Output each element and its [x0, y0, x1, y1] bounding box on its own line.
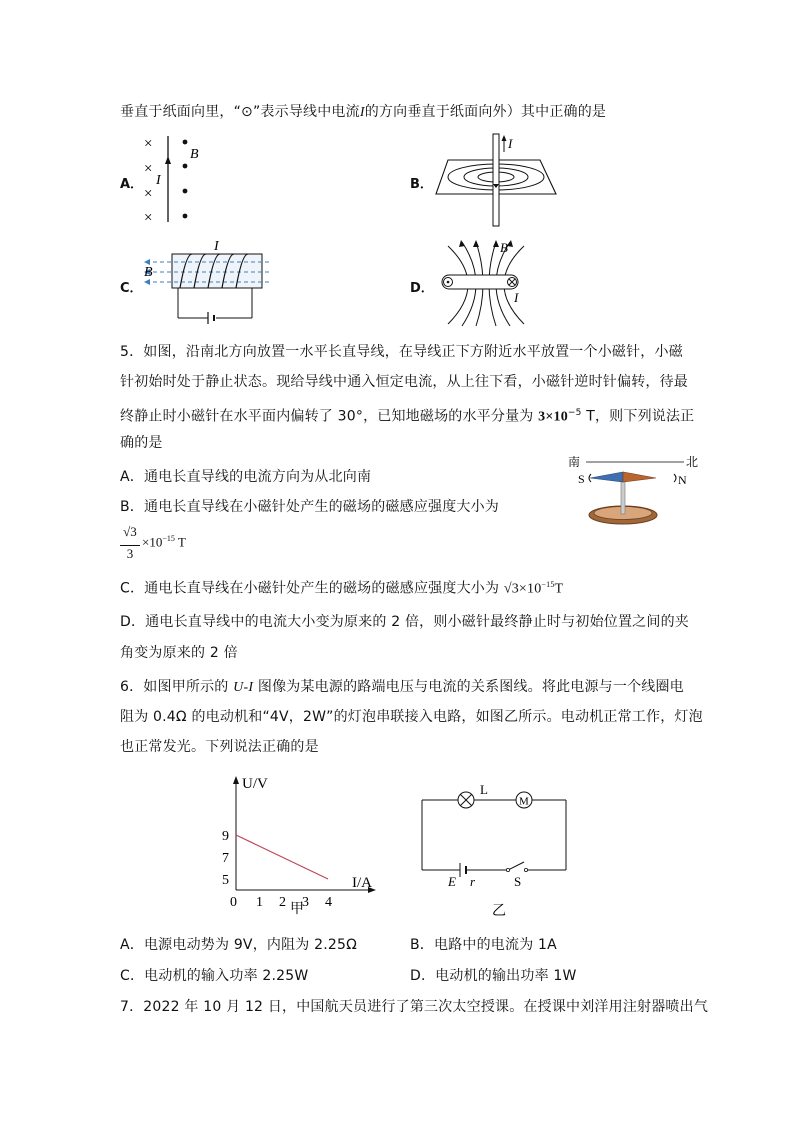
chart-caption: 甲 [290, 901, 304, 917]
q6-option-d: D．电动机的输出功率 1W [410, 968, 577, 984]
circuit-caption: 乙 [492, 903, 506, 919]
q4-figure-a [136, 132, 216, 228]
y-tick-label: 5 [222, 873, 229, 888]
q4-option-d-label: D． [410, 281, 434, 296]
cross-mark: × [144, 136, 153, 152]
q5-compass-figure [560, 452, 710, 532]
north-label: 北 [686, 455, 699, 469]
y-axis-arrow [233, 776, 239, 784]
q6-line3: 也正常发光。下列说法正确的是 [120, 739, 319, 755]
resistance-label: r [470, 874, 476, 889]
q5-line4: 确的是 [120, 435, 163, 451]
needle-north-half [623, 472, 656, 482]
cross-mark: × [144, 161, 153, 177]
current-label: I [514, 290, 519, 305]
x-tick-label: 1 [256, 895, 263, 910]
x-tick-label: 4 [325, 895, 332, 910]
q6-option-b: B．电路中的电流为 1A [410, 937, 557, 953]
q4-figure-d [432, 236, 542, 328]
q6-option-c: C．电动机的输入功率 2.25W [120, 968, 309, 984]
field-label: B [144, 265, 153, 280]
q4-option-c-label: C． [120, 281, 143, 296]
q4-option-b-label: B． [410, 177, 433, 192]
ui-chart [210, 770, 390, 920]
x-tick-label: 2 [279, 895, 286, 910]
q5-option-c: C．通电长直导线在小磁针处产生的磁场的磁感应强度大小为 $√3\times 10^{-15}T$ [120, 580, 564, 597]
q5-option-d-line1: D．通电长直导线中的电流大小变为原来的 2 倍，则小磁针最终静止时与初始位置之间的夹 [120, 614, 689, 630]
y-tick-label: 7 [222, 851, 229, 866]
cross-mark: × [144, 210, 153, 226]
q6-option-a: A．电源电动势为 9V，内阻为 2.25Ω [120, 937, 358, 953]
q6-line2: 阻为 0.4Ω 的电动机和“4V，2W”的灯泡串联接入电路，如图乙所示。电动机正常工作，灯泡 [120, 709, 703, 725]
q4-figure-c [140, 236, 272, 328]
needle-south-half [590, 472, 623, 482]
dot-mark [183, 164, 188, 169]
motor-label: M [519, 795, 529, 808]
q5-option-d-line2: 角变为原来的 2 倍 [120, 645, 238, 661]
q7-line1: 7．2022 年 10 月 12 日，中国航天员进行了第三次太空授课。在授课中刘洋用注射器喷出气 [120, 999, 709, 1015]
dot-mark [183, 214, 188, 219]
q4-intro: 垂直于纸面向里，“⊙”表示导线中电流I的方向垂直于纸面向外）其中正确的是 [120, 104, 607, 120]
q5-line2: 针初始时处于静止状态。现给导线中通入恒定电流，从上往下看，小磁针逆时针偏转，待最 [120, 374, 688, 390]
south-label: 南 [568, 455, 581, 469]
field-label: B [500, 240, 508, 255]
current-label: I [156, 173, 161, 188]
q5-option-a: A．通电长直导线的电流方向为从北向南 [120, 469, 372, 485]
y-axis-label: U/V [242, 776, 268, 792]
x-tick-label: 0 [230, 895, 237, 910]
needle-n-label: N [678, 473, 687, 487]
q5-line1: 5．如图，沿南北方向放置一水平长直导线，在导线正下方附近水平放置一个小磁针，小磁 [120, 344, 683, 360]
q4-figure-b [432, 132, 562, 228]
q5-line3: 终静止时小磁针在水平面内偏转了 30°，已知地磁场的水平分量为 $3\times 10^{-5}$ T，则下列说法正 [120, 408, 695, 425]
q4-option-a-label: A． [120, 177, 144, 192]
switch-label: S [514, 874, 522, 889]
lamp-label: L [480, 782, 488, 797]
x-axis-label: I/A [352, 875, 372, 891]
q6-line1: 6．如图甲所示的 U-I 图像为某电源的路端电压与电流的关系图线。将此电源与一个线圈电 [120, 679, 684, 695]
field-label: B [190, 147, 199, 162]
circuit-figure [414, 782, 574, 922]
y-tick-label: 9 [222, 829, 229, 844]
current-label: I [508, 136, 513, 151]
needle-s-label: S [578, 472, 585, 486]
current-label: I [214, 239, 219, 254]
x-tick-label: 3 [302, 895, 309, 910]
cross-mark: × [144, 186, 153, 202]
q5-option-b: B．通电长直导线在小磁针处产生的磁场的磁感应强度大小为 [120, 499, 500, 515]
dot-mark [183, 140, 188, 145]
emf-label: E [448, 874, 456, 889]
series-line [236, 835, 328, 879]
dot-mark [183, 189, 188, 194]
